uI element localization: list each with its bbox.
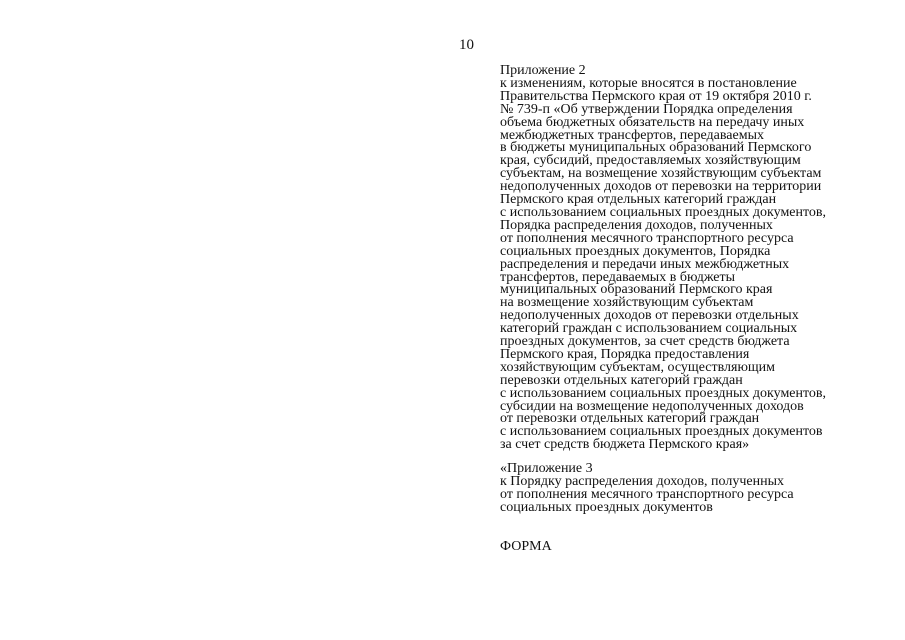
heading-line: на возмещение хозяйствующим субъектам	[500, 295, 754, 311]
heading-line: объема бюджетных обязательств на передачу иных	[500, 114, 805, 130]
heading-line: за счет средств бюджета Пермского края»	[500, 437, 750, 453]
heading-line: № 739-п «Об утверждении Порядка определения	[500, 101, 793, 117]
heading-line: межбюджетных трансфертов, передаваемых	[500, 127, 764, 143]
heading-line: Правительства Пермского края от 19 октября 2010 г.	[500, 88, 812, 104]
heading-line: проездных документов, за счет средств бюджета	[500, 334, 790, 350]
heading-line: Пермского края отдельных категорий граждан	[500, 192, 777, 208]
heading-line: субсидии на возмещение недополученных доходов	[500, 398, 804, 414]
heading-line: социальных проездных документов, Порядка	[500, 243, 771, 259]
heading-line: с использованием социальных проездных документов,	[500, 385, 827, 401]
heading-line: в бюджеты муниципальных образований Пермского	[500, 140, 812, 156]
heading-line: субъектам, на возмещение хозяйствующим субъектам	[500, 166, 822, 182]
heading-line: муниципальных образований Пермского края	[500, 282, 773, 298]
heading-line: социальных проездных документов	[500, 499, 713, 515]
heading-line: Порядка распределения доходов, полученных	[500, 217, 773, 233]
heading-line: края, субсидий, предоставляемых хозяйствующим	[500, 153, 801, 169]
heading-line: от пополнения месячного транспортного ресурса	[500, 486, 794, 502]
heading-line: к изменениям, которые вносятся в постановление	[500, 75, 797, 91]
appendix-2-heading	[500, 65, 880, 452]
heading-line: недополученных доходов от перевозки отдельных	[500, 308, 799, 324]
appendix-3-heading	[500, 463, 880, 515]
form-label: ФОРМА	[500, 539, 552, 554]
heading-line: с использованием социальных проездных документов,	[500, 204, 827, 220]
page-number: 10	[459, 37, 474, 53]
heading-line: «Приложение 3	[500, 461, 593, 476]
heading-line: трансфертов, передаваемых в бюджеты	[500, 269, 736, 285]
heading-line: от пополнения месячного транспортного ресурса	[500, 230, 794, 246]
heading-line: Приложение 2	[500, 63, 586, 78]
heading-line: распределения и передачи иных межбюджетных	[500, 256, 790, 272]
heading-line: Пермского края, Порядка предоставления	[500, 346, 750, 362]
heading-line: от перевозки отдельных категорий граждан	[500, 411, 760, 427]
heading-line: с использованием социальных проездных документов	[500, 424, 823, 440]
heading-line: к Порядку распределения доходов, полученных	[500, 473, 784, 489]
heading-line: недополученных доходов от перевозки на территории	[500, 179, 822, 195]
heading-line: перевозки отдельных категорий граждан	[500, 372, 743, 388]
heading-line: категорий граждан с использованием социальных	[500, 321, 798, 337]
heading-line: хозяйствующим субъектам, осуществляющим	[500, 359, 776, 375]
